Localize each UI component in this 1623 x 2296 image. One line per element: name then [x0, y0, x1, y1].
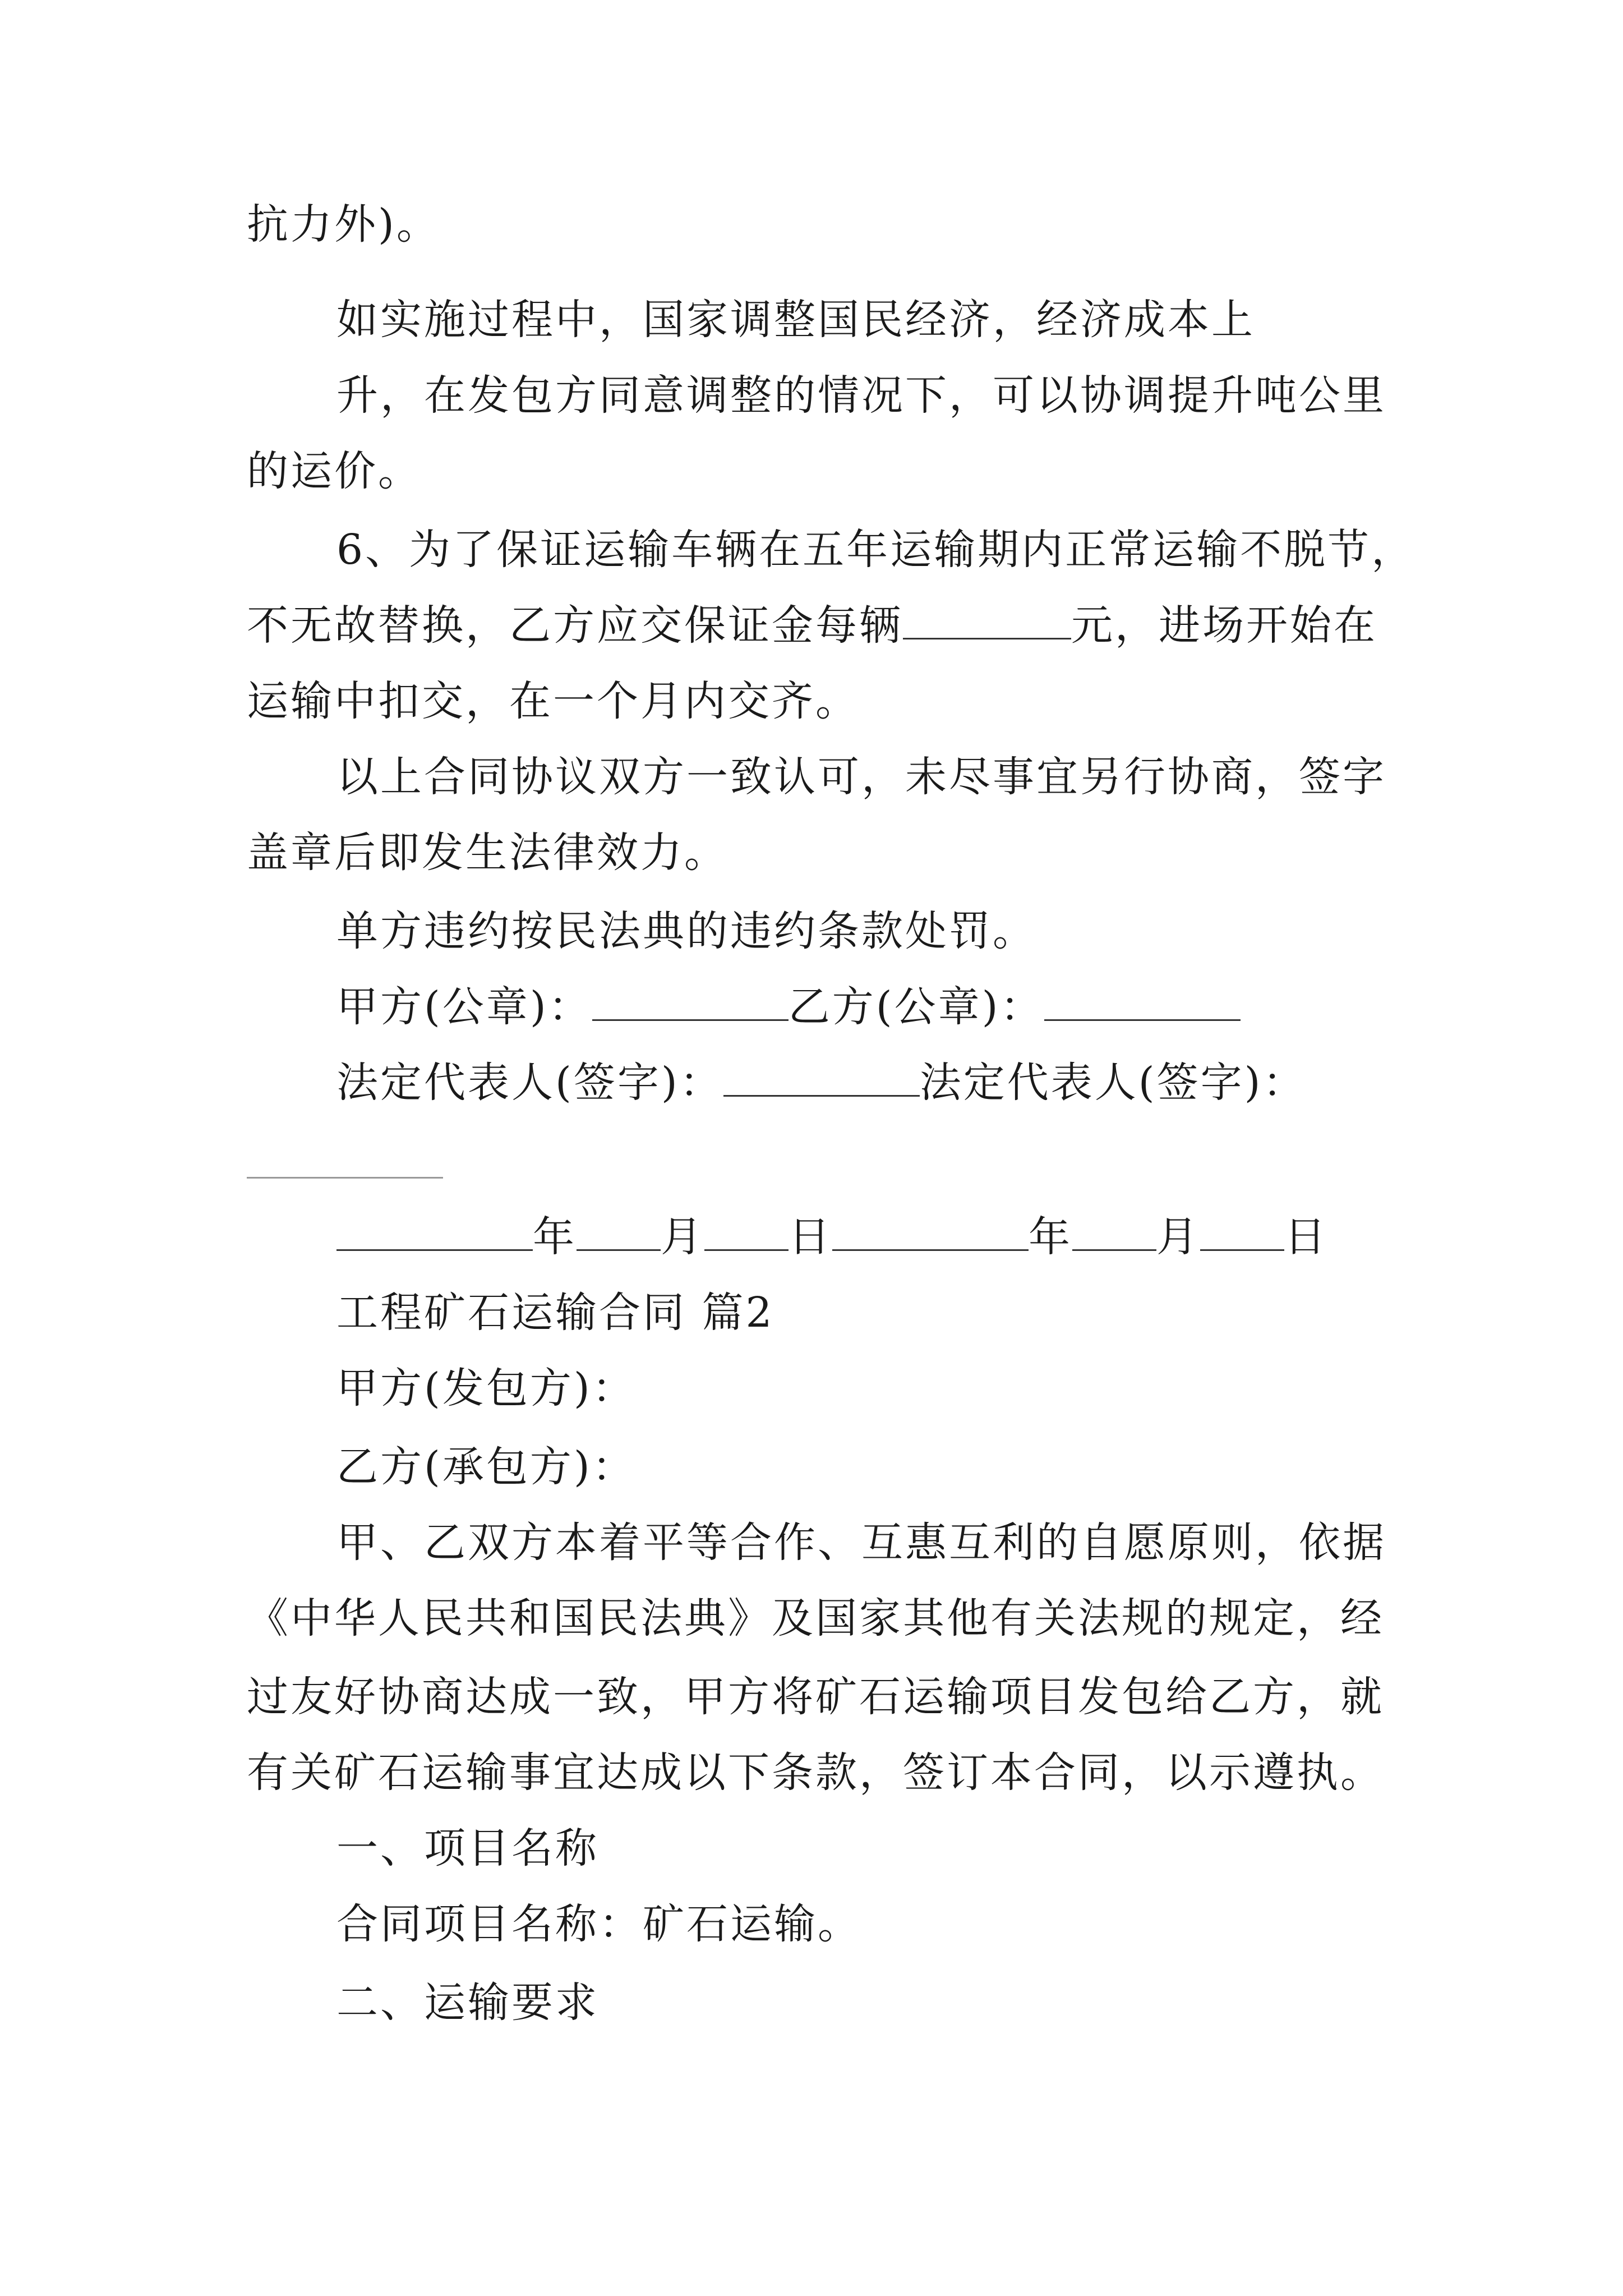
deposit-amount-blank[interactable]: [903, 603, 1071, 639]
paragraph-line: 抗力外)。: [247, 200, 440, 249]
item2-heading: 二、运输要求: [336, 1978, 599, 2027]
year-blank-b[interactable]: [832, 1214, 1029, 1251]
year-label-b: 年: [1029, 1213, 1072, 1261]
item1-text: 合同项目名称：矿石运输。: [336, 1900, 861, 1948]
rep-a-blank[interactable]: [723, 1060, 920, 1097]
paragraph-line: 单方违约按民法典的违约条款处罚。: [336, 907, 1036, 955]
item1-heading: 一、项目名称: [336, 1824, 599, 1872]
deposit-line: [247, 595, 1377, 656]
paragraph-line: 6、为了保证运输车辆在五年运输期内正常运输不脱节，: [336, 526, 1415, 574]
party-a-line: 甲方(发包方)：: [336, 1364, 636, 1412]
party-a-seal-label: 甲方(公章)：: [336, 983, 592, 1031]
month-blank-b[interactable]: [1072, 1214, 1156, 1251]
representative-line: [336, 1052, 1307, 1114]
party-b-seal-label: 乙方(公章)：: [788, 983, 1044, 1031]
seal-line: [336, 976, 1241, 1038]
year-blank-a[interactable]: [336, 1214, 533, 1251]
paragraph-line: 的运价。: [247, 447, 422, 495]
month-label-a: 月: [661, 1213, 704, 1261]
rep-b-label: 法定代表人(签字)：: [919, 1059, 1307, 1107]
paragraph-line: 以上合同协议双方一致认可，未尽事宜另行协商，签字: [336, 753, 1386, 801]
paragraph-line: 运输中扣交，在一个月内交齐。: [247, 677, 859, 725]
party-b-line: 乙方(承包方)：: [336, 1443, 636, 1491]
day-blank-b[interactable]: [1200, 1214, 1284, 1251]
section-title: 工程矿石运输合同 篇2: [336, 1289, 774, 1337]
paragraph-line: 升，在发包方同意调整的情况下，可以协调提升吨公里: [336, 371, 1386, 420]
paragraph-line: 盖章后即发生法律效力。: [247, 829, 728, 877]
day-label-b: 日: [1284, 1213, 1328, 1261]
date-line: [336, 1206, 1328, 1268]
deposit-text-before: 不无故替换，乙方应交保证金每辆: [247, 601, 903, 650]
party-a-seal-blank[interactable]: [592, 984, 789, 1021]
rep-a-label: 法定代表人(签字)：: [336, 1059, 723, 1107]
intro-line: 过友好协商达成一致，甲方将矿石运输项目发包给乙方，就: [247, 1673, 1384, 1721]
party-b-seal-blank[interactable]: [1044, 984, 1241, 1021]
intro-line: 甲、乙双方本着平等合作、互惠互利的自愿原则，依据: [336, 1519, 1386, 1567]
paragraph-line: 如实施过程中，国家调整国民经济，经济成本上: [336, 296, 1255, 344]
deposit-text-after: 元，进场开始在: [1071, 601, 1377, 650]
day-label-a: 日: [789, 1213, 832, 1261]
month-label-b: 月: [1156, 1213, 1200, 1261]
intro-line: 《中华人民共和国民法典》及国家其他有关法规的规定，经: [247, 1594, 1384, 1642]
day-blank-a[interactable]: [704, 1214, 789, 1251]
month-blank-a[interactable]: [577, 1214, 661, 1251]
year-label-a: 年: [533, 1213, 577, 1261]
rep-b-signature-blank[interactable]: [247, 1177, 443, 1179]
intro-line: 有关矿石运输事宜达成以下条款，签订本合同，以示遵执。: [247, 1749, 1384, 1797]
